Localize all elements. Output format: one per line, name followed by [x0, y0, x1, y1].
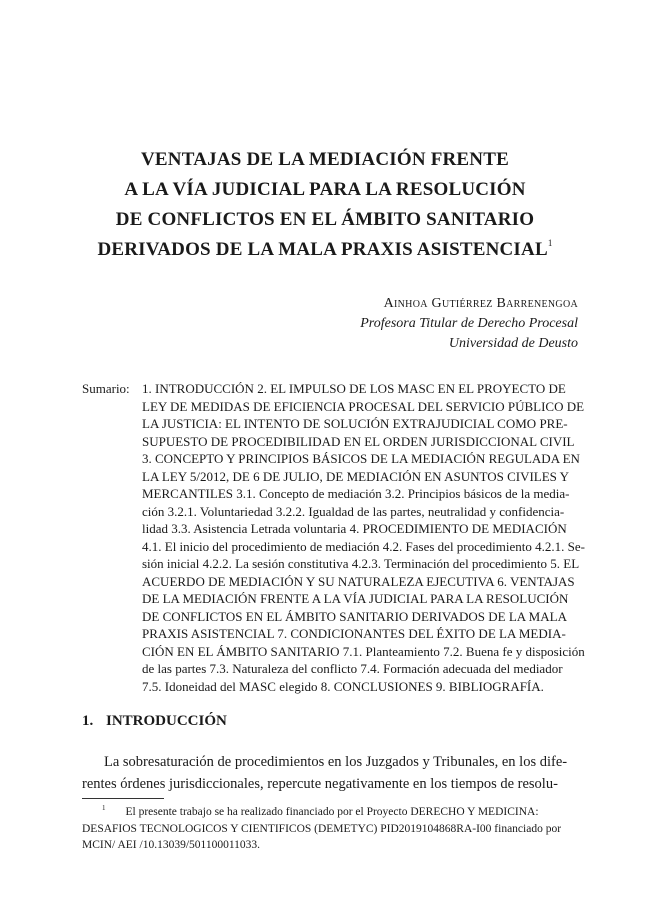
summary-line: MERCANTILES 3.1. Concepto de mediación 3.2. Principios básicos de la media- [142, 486, 570, 501]
author-name: Ainhoa Gutiérrez Barrenengoa [383, 296, 578, 311]
body-line: La sobresaturación de procedimientos en los Juzgados y Tribunales, en los dife- [104, 754, 568, 770]
summary-line: LA LEY 5/2012, DE 6 DE JULIO, DE MEDIACIÓN EN ASUNTOS CIVILES Y [142, 468, 570, 484]
body-paragraph [82, 751, 574, 795]
body-line: rentes órdenes jurisdiccionales, repercute negativamente en los tiempos de resolu- [82, 776, 558, 792]
summary-line: SUPUESTO DE PROCEDIBILIDAD EN EL ORDEN JURISDICCIONAL CIVIL [142, 433, 575, 449]
footnote-line: MCIN/ AEI /10.13039/501100011033. [82, 839, 261, 851]
footnote-divider [82, 798, 164, 799]
summary-line: DE LA MEDIACIÓN FRENTE A LA VÍA JUDICIAL PARA LA RESOLUCIÓN [142, 591, 569, 606]
author-role: Profesora Titular de Derecho Procesal [360, 316, 578, 331]
summary-text [142, 380, 585, 695]
summary-line: ción 3.2.1. Voluntariedad 3.2.2. Igualdad de las partes, neutralidad y confidencia- [142, 503, 565, 519]
footnote-line-first [82, 804, 574, 821]
footnote-marker: 1 [102, 804, 106, 812]
author-institution: Universidad de Deusto [448, 336, 578, 351]
summary-line: LA JUSTICIA: EL INTENTO DE SOLUCIÓN EXTRAJUDICIAL COMO PRE- [142, 416, 568, 431]
title-line: DE CONFLICTOS EN EL ÁMBITO SANITARIO [115, 209, 535, 230]
section-title: INTRODUCCIÓN [106, 713, 227, 729]
title-footnote-marker[interactable]: 1 [547, 238, 553, 248]
summary-line: 4.1. El inicio del procedimiento de mediación 4.2. Fases del procedimiento 4.2.1. Se- [142, 538, 585, 554]
summary-line: DE CONFLICTOS EN EL ÁMBITO SANITARIO DERIVADOS DE LA MALA [142, 608, 567, 624]
summary-line: CIÓN EN EL ÁMBITO SANITARIO 7.1. Planteamiento 7.2. Buena fe y disposición [142, 643, 585, 659]
title-line-last [60, 235, 590, 265]
summary-label: Sumario: [82, 381, 130, 396]
section-number: 1. [82, 713, 94, 729]
section-heading [82, 711, 227, 731]
summary-line: lidad 3.3. Asistencia Letrada voluntaria 4. PROCEDIMIENTO DE MEDIACIÓN [142, 521, 567, 536]
article-title [60, 145, 590, 265]
author-block [360, 294, 578, 354]
summary-line: sión inicial 4.2.2. La sesión constitutiva 4.2.3. Terminación del procedimiento 5. EL [142, 556, 580, 571]
summary-line: 7.5. Idoneidad del MASC elegido 8. CONCLUSIONES 9. BIBLIOGRAFÍA. [142, 678, 544, 694]
summary-line: ACUERDO DE MEDIACIÓN Y SU NATURALEZA EJECUTIVA 6. VENTAJAS [142, 573, 575, 589]
title-line-text: DERIVADOS DE LA MALA PRAXIS ASISTENCIAL [97, 239, 548, 260]
summary-line: 3. CONCEPTO Y PRINCIPIOS BÁSICOS DE LA MEDIACIÓN REGULADA EN [142, 451, 580, 466]
summary-line: PRAXIS ASISTENCIAL 7. CONDICIONANTES DEL ÉXITO DE LA MEDIA- [142, 626, 566, 641]
title-line: A LA VÍA JUDICIAL PARA LA RESOLUCIÓN [124, 179, 526, 200]
summary-line: 1. INTRODUCCIÓN 2. EL IMPULSO DE LOS MASC EN EL PROYECTO DE [142, 381, 566, 396]
title-line: VENTAJAS DE LA MEDIACIÓN FRENTE [141, 149, 509, 170]
summary-line: de las partes 7.3. Naturaleza del conflicto 7.4. Formación adecuada del mediador [142, 661, 563, 676]
footnote-line: DESAFIOS TECNOLOGICOS Y CIENTIFICOS (DEMETYC) PID2019104868RA-I00 financiado por [82, 822, 562, 835]
footnote [82, 804, 574, 854]
summary-line: LEY DE MEDIDAS DE EFICIENCIA PROCESAL DEL SERVICIO PÚBLICO DE [142, 398, 585, 414]
footnote-line-text: El presente trabajo se ha realizado financiado por el Proyecto DERECHO Y MEDICINA: [125, 806, 539, 818]
